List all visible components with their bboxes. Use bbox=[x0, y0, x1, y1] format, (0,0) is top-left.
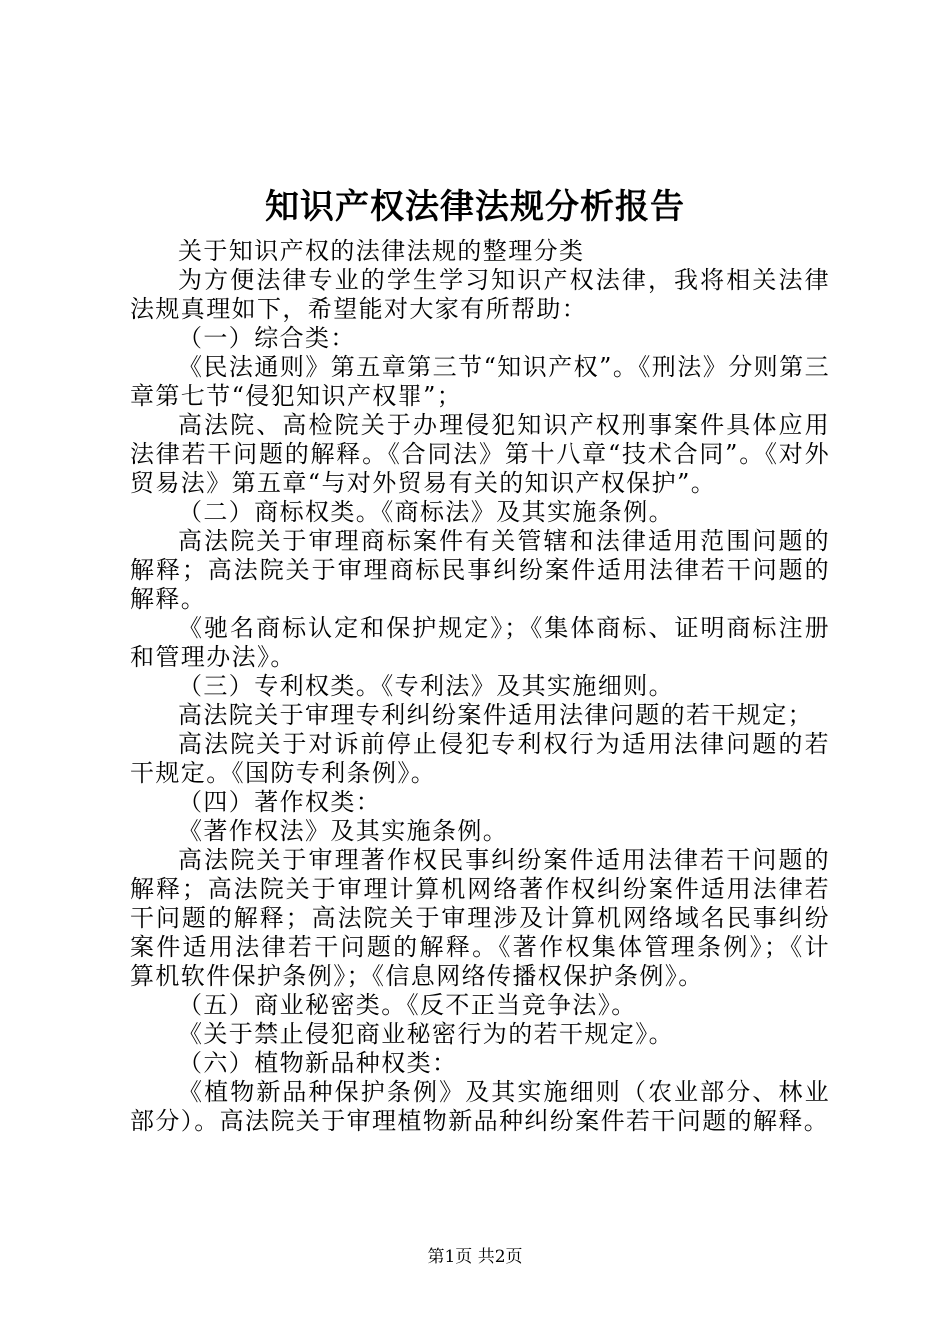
paragraph: 《民法通则》第五章第三节“知识产权”。《刑法》分则第三章第七节“侵犯知识产权罪”； bbox=[130, 353, 830, 410]
paragraph: 《驰名商标认定和保护规定》；《集体商标、证明商标注册和管理办法》。 bbox=[130, 614, 830, 671]
paragraph: 关于知识产权的法律法规的整理分类 bbox=[178, 237, 585, 265]
page-footer: 第1页 共2页 bbox=[427, 1247, 523, 1267]
document-body bbox=[130, 237, 830, 1136]
paragraph: 高法院关于对诉前停止侵犯专利权行为适用法律问题的若干规定。《国防专利条例》。 bbox=[130, 730, 830, 787]
paragraph: 高法院关于审理著作权民事纠纷案件适用法律若干问题的解释；高法院关于审理计算机网络著作权纠纷案件适用法律若干问题的解释；高法院关于审理涉及计算机网络域名民事纠纷案件适用法律若干问题的解释。《著作权集体管理条例》；《计算机软件保护条例》；《信息网络传播权保护条例》。 bbox=[130, 846, 830, 990]
section-heading: （六）植物新品种权类： bbox=[178, 1049, 458, 1077]
section-heading: （一）综合类： bbox=[178, 324, 356, 352]
section-heading: （四）著作权类： bbox=[178, 788, 382, 816]
paragraph: 《关于禁止侵犯商业秘密行为的若干规定》。 bbox=[178, 1020, 674, 1048]
section-heading: （三）专利权类。《专利法》及其实施细则。 bbox=[178, 672, 674, 700]
paragraph: 《著作权法》及其实施条例。 bbox=[178, 817, 509, 845]
paragraph: 高法院关于审理专利纠纷案件适用法律问题的若干规定； bbox=[178, 701, 813, 729]
paragraph: 为方便法律专业的学生学习知识产权法律，我将相关法律法规真理如下，希望能对大家有所帮助： bbox=[130, 266, 830, 323]
paragraph: 高法院、高检院关于办理侵犯知识产权刑事案件具体应用法律若干问题的解释。《合同法》第十八章“技术合同”。《对外贸易法》第五章“与对外贸易有关的知识产权保护”。 bbox=[130, 411, 830, 497]
section-heading: （二）商标权类。《商标法》及其实施条例。 bbox=[178, 498, 674, 526]
paragraph: 《植物新品种保护条例》及其实施细则（农业部分、林业部分）。高法院关于审理植物新品种纠纷案件若干问题的解释。 bbox=[130, 1078, 830, 1135]
document-title: 知识产权法律法规分析报告 bbox=[265, 187, 685, 227]
paragraph: 高法院关于审理商标案件有关管辖和法律适用范围问题的解释；高法院关于审理商标民事纠纷案件适用法律若干问题的解释。 bbox=[130, 527, 830, 613]
section-heading: （五）商业秘密类。《反不正当竞争法》。 bbox=[178, 991, 637, 1019]
